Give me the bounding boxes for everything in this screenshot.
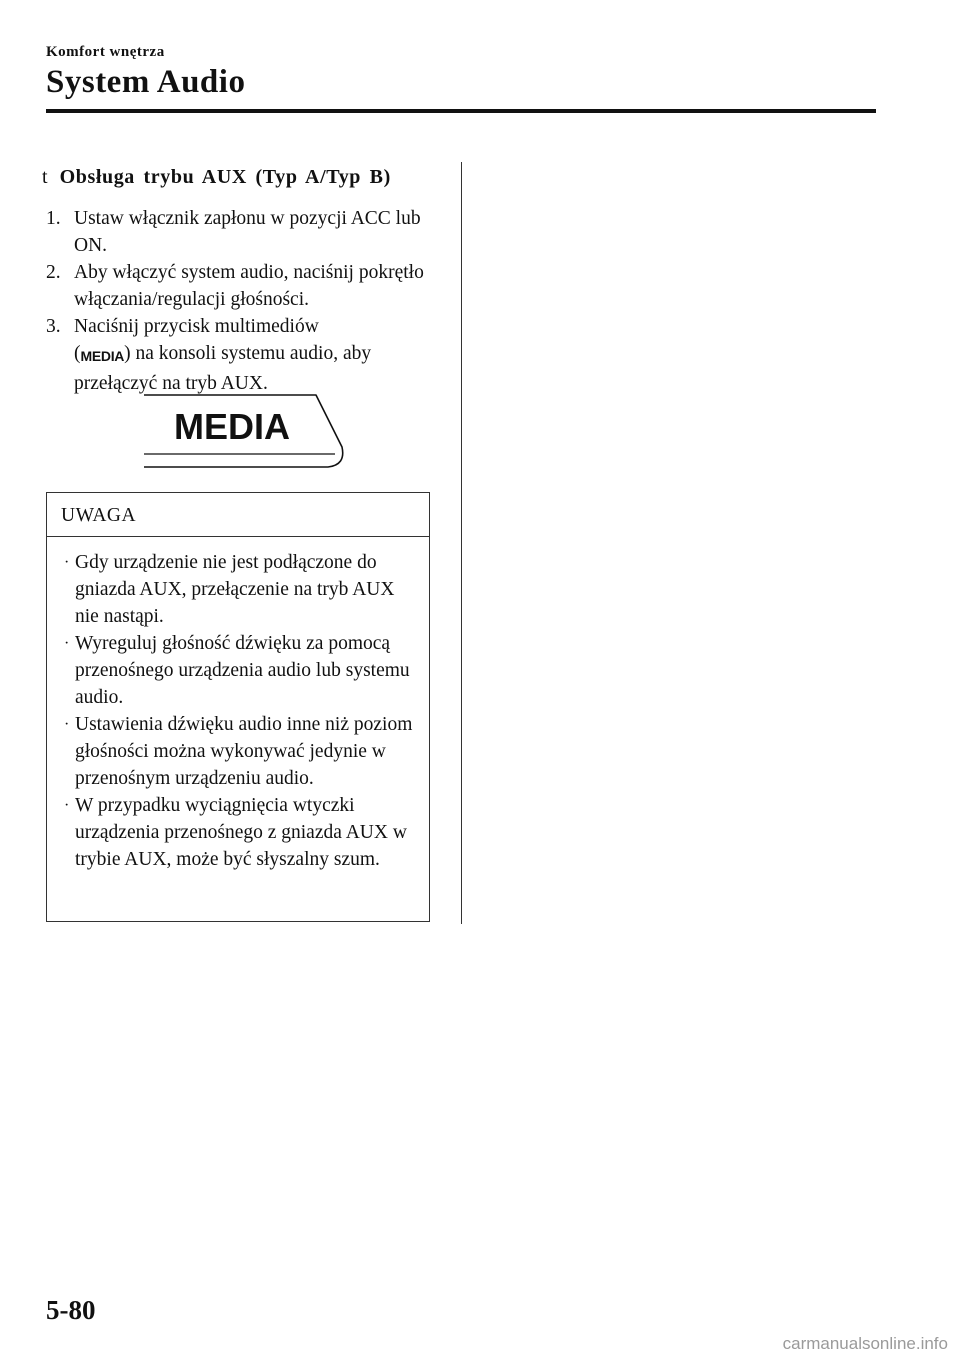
bullet-icon: · <box>64 554 70 571</box>
bullet-icon: · <box>64 635 70 652</box>
step-text <box>74 313 446 397</box>
section-marker-icon: t <box>42 166 48 188</box>
note-item <box>64 711 415 792</box>
page-number: 5-80 <box>46 1295 96 1325</box>
bullet-icon: · <box>64 716 70 733</box>
step-item <box>46 205 446 259</box>
note-item-text: Ustawienia dźwięku audio inne niż poziom głośności można wykonywać jedynie w przenośnym urządzeniu audio. <box>75 714 413 789</box>
page-title: System Audio <box>46 64 246 100</box>
media-figure-label: MEDIA <box>174 406 290 447</box>
section-heading <box>42 166 391 189</box>
note-item <box>64 792 415 873</box>
bullet-icon: · <box>64 797 70 814</box>
step-text: Aby włączyć system audio, naciśnij pokrętło włączania/regulacji głośności. <box>74 262 424 310</box>
note-item-text: Wyreguluj głośność dźwięku za pomocą przenośnego urządzenia audio lub systemu audio. <box>75 633 410 708</box>
steps-list <box>46 205 446 397</box>
step-text: Ustaw włącznik zapłonu w pozycji ACC lub ON. <box>74 208 421 256</box>
media-inline-icon: MEDIA <box>80 348 125 364</box>
chapter-label: Komfort wnętrza <box>46 44 165 60</box>
media-button-illustration <box>128 391 358 475</box>
step-number: 1. <box>46 208 61 229</box>
step-number: 3. <box>46 316 61 337</box>
note-item-text: Gdy urządzenie nie jest podłączone do gniazda AUX, przełączenie na tryb AUX nie nastąpi. <box>75 552 395 627</box>
section-heading-text: Obsługa trybu AUX (Typ A/Typ B) <box>59 166 391 188</box>
note-heading: UWAGA <box>47 493 429 537</box>
note-item-text: W przypadku wyciągnięcia wtyczki urządzenia przenośnego z gniazda AUX w trybie AUX, może być słyszalny szum. <box>75 795 407 870</box>
step-number: 2. <box>46 262 61 283</box>
note-list <box>47 537 429 873</box>
note-box <box>46 492 430 922</box>
watermark: carmanualsonline.info <box>782 1334 948 1353</box>
note-item <box>64 549 415 630</box>
step-item <box>46 259 446 313</box>
step-item <box>46 313 446 397</box>
step-text-before: Naciśnij przycisk multimediów ( <box>74 316 319 364</box>
header-rule <box>46 109 876 113</box>
step-text-after: ) na konsoli systemu audio, aby przełączyć na tryb AUX. <box>74 343 372 394</box>
media-button-icon <box>128 391 358 475</box>
note-item <box>64 630 415 711</box>
column-divider <box>461 162 462 924</box>
